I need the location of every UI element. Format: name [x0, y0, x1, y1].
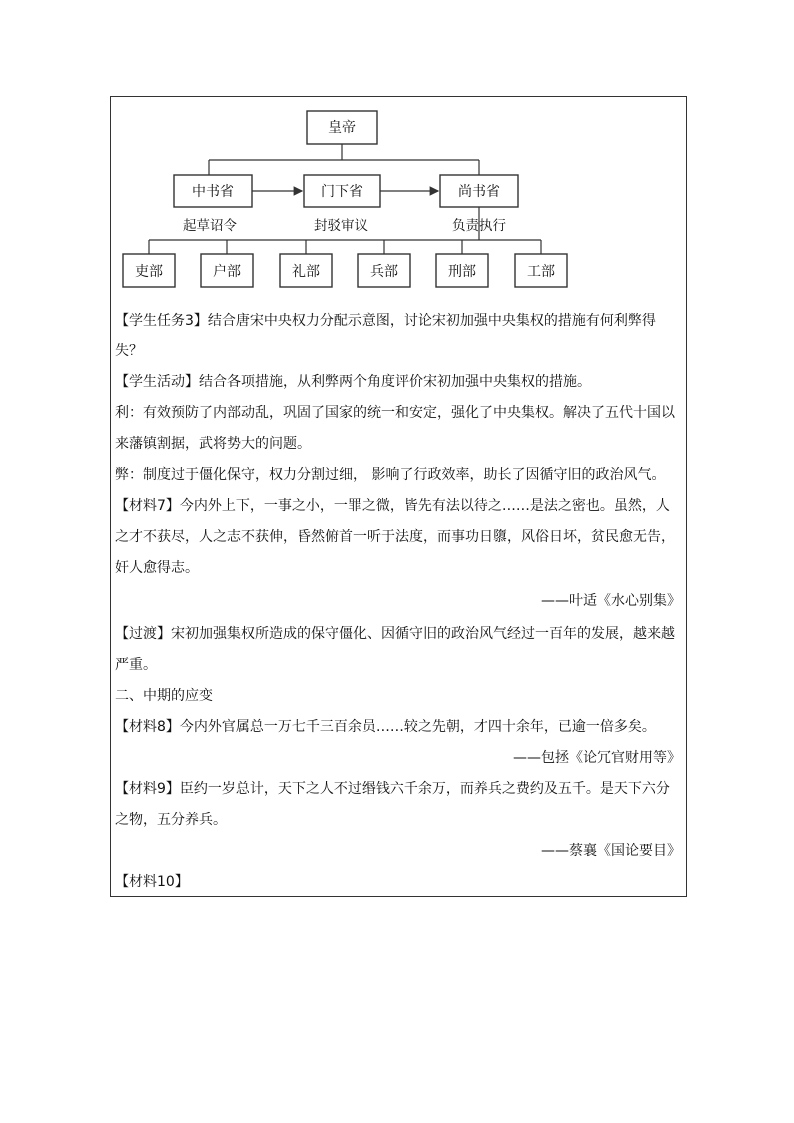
ministry-label: 刑部 [448, 264, 476, 280]
ministry-label: 工部 [527, 264, 555, 280]
caption-zhongshu: 起草诏令 [183, 218, 237, 234]
pros-paragraph: 利：有效预防了内部动乱，巩固了国家的统一和安定，强化了中央集权。解决了五代十国以 [115, 405, 675, 421]
transition-paragraph: 【过渡】宋初加强集权所造成的保守僵化、因循守旧的政治风气经过一百年的发展，越来越 [115, 626, 675, 642]
pros-paragraph: 来藩镇割据，武将势大的问题。 [115, 436, 311, 452]
cons-paragraph: 弊：制度过于僵化保守，权力分割过细， 影响了行政效率，助长了因循守旧的政治风气。 [115, 467, 666, 483]
activity-paragraph: 【学生活动】结合各项措施，从利弊两个角度评价宋初加强中央集权的措施。 [115, 374, 591, 390]
material-7: 之才不获尽，人之志不获伸，昏然俯首一听于法度，而事功日隳，风俗日坏，贫民愈无告， [115, 529, 675, 545]
material-7: 【材料7】今内外上下，一事之小，一罪之微，皆先有法以待之……是法之密也。虽然，人 [115, 498, 670, 514]
emperor-label: 皇帝 [328, 120, 356, 136]
task-paragraph: 失？ [115, 343, 143, 359]
citation: ——包拯《论冗官财用等》 [513, 750, 681, 766]
ministry-label: 户部 [213, 264, 241, 280]
task-paragraph: 【学生任务3】结合唐宋中央权力分配示意图，讨论宋初加强中央集权的措施有何利弊得 [115, 313, 656, 329]
material-9: 之物，五分养兵。 [115, 812, 227, 828]
ministry-label: 礼部 [292, 264, 320, 280]
material-10: 【材料10】 [115, 874, 189, 890]
zhongshu-label: 中书省 [192, 184, 234, 200]
menxia-label: 门下省 [321, 184, 363, 200]
ministry-label: 吏部 [135, 264, 163, 280]
material-7: 奸人愈得志。 [115, 560, 199, 576]
material-9: 【材料9】臣约一岁总计，天下之人不过缗钱六千余万，而养兵之费约及五千。是天下六分 [115, 781, 670, 797]
transition-paragraph: 严重。 [115, 657, 157, 673]
shangshu-label: 尚书省 [458, 184, 500, 200]
material-8: 【材料8】今内外官属总一万七千三百余员……较之先朝，才四十余年，已逾一倍多矣。 [115, 719, 656, 735]
ministry-label: 兵部 [370, 264, 398, 280]
section-heading: 二、中期的应变 [115, 688, 213, 704]
citation: ——蔡襄《国论要目》 [541, 843, 681, 859]
citation: ——叶适《水心别集》 [541, 593, 681, 609]
caption-menxia: 封驳审议 [314, 218, 368, 234]
power-structure-diagram [0, 0, 794, 300]
caption-shangshu: 负责执行 [452, 218, 506, 234]
